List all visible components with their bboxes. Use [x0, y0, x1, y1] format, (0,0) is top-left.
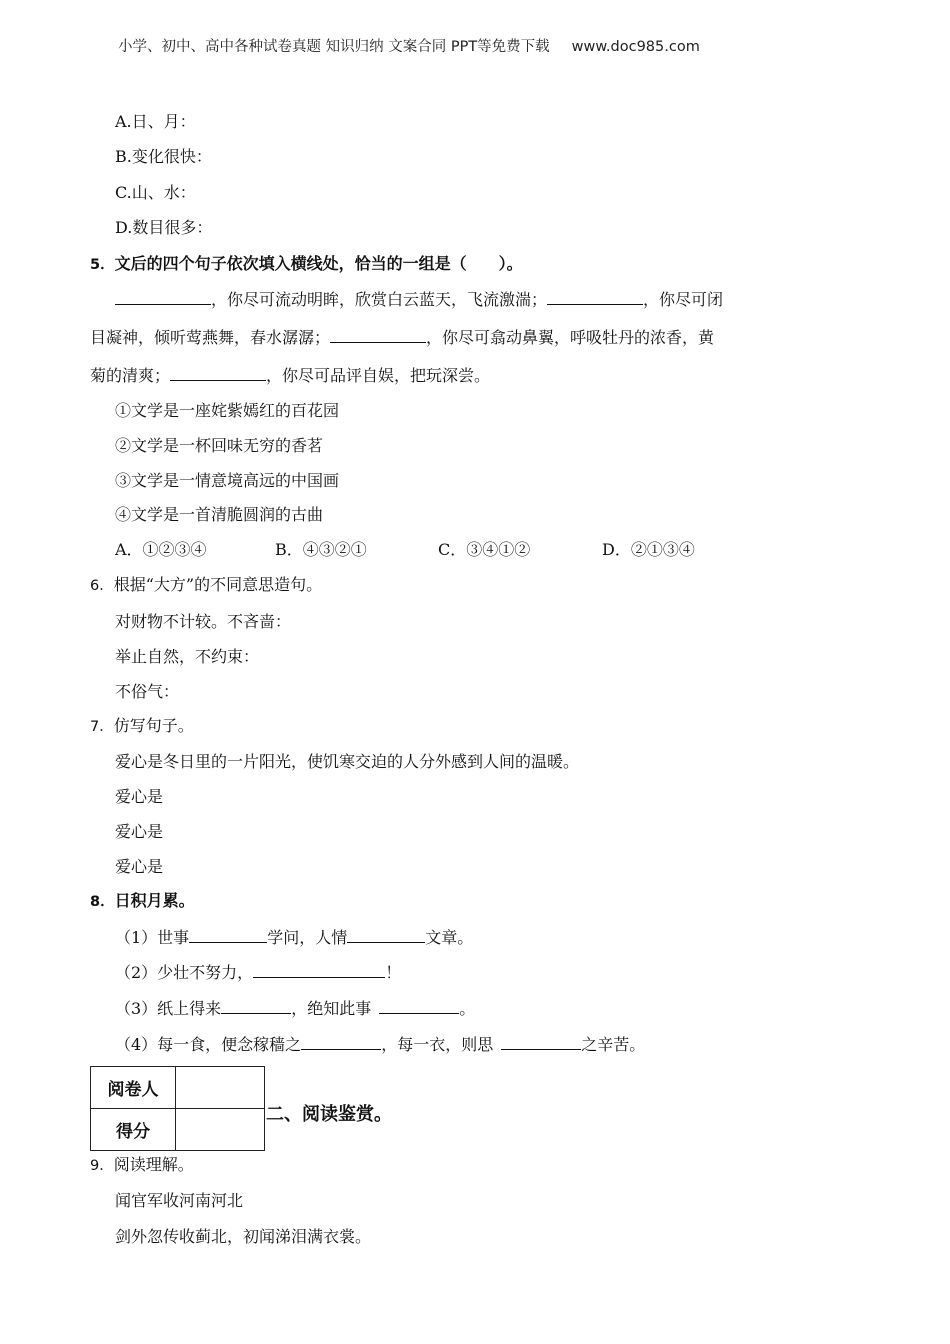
fill-blank[interactable] — [347, 926, 425, 943]
q4-option-a: A.日、月： — [115, 112, 196, 131]
q7-stem: 7．仿写句子。 — [90, 716, 194, 735]
q7-number: 7． — [90, 719, 114, 735]
q5-sentence-4: ④文学是一首清脆圆润的古曲 — [115, 505, 324, 524]
fill-blank[interactable] — [547, 288, 643, 305]
section-title: 二、阅读鉴赏。 — [266, 1104, 392, 1125]
q7-item-3: 爱心是 — [115, 857, 164, 876]
reviewer-label: 阅卷人 — [91, 1067, 176, 1109]
poem-title: 闻官军收河南河北 — [115, 1191, 244, 1210]
q5-sentence-3: ③文学是一情意境高远的中国画 — [115, 471, 340, 490]
header-url[interactable]: www.doc985.com — [571, 39, 700, 55]
score-cell[interactable] — [176, 1109, 265, 1151]
fill-blank[interactable] — [189, 926, 267, 943]
poem-line-1: 剑外忽传收蓟北，初闻涕泪满衣裳。 — [115, 1227, 372, 1246]
q5-choice-b[interactable]: B．④③②① — [275, 540, 367, 559]
q5-passage-line2: 目凝神，倾听莺燕舞，春水潺潺； ，你尽可翕动鼻翼，呼吸牡丹的浓香，黄 — [90, 328, 715, 347]
q9-stem: 9．阅读理解。 — [90, 1155, 194, 1174]
q6-item-3: 不俗气： — [115, 682, 180, 701]
fill-blank[interactable] — [379, 997, 459, 1014]
q8-item-2: （2）少壮不努力， ！ — [115, 963, 402, 982]
q5-choice-d[interactable]: D．②①③④ — [602, 540, 695, 559]
fill-blank[interactable] — [170, 364, 266, 381]
q6-number: 6． — [90, 578, 114, 594]
q4-option-d: D.数目很多： — [115, 218, 213, 237]
q7-example: 爱心是冬日里的一片阳光，使饥寒交迫的人分外感到人间的温暖。 — [115, 752, 580, 771]
q9-number: 9． — [90, 1158, 114, 1174]
score-table — [90, 1066, 265, 1151]
q5-passage-line3: 菊的清爽； ，你尽可品评自娱，把玩深尝。 — [90, 366, 491, 385]
q8-number: 8． — [90, 894, 115, 910]
q6-stem: 6．根据“大方”的不同意思造句。 — [90, 575, 323, 594]
fill-blank[interactable] — [115, 288, 211, 305]
q6-item-2: 举止自然，不约束： — [115, 647, 260, 666]
reviewer-cell[interactable] — [176, 1067, 265, 1109]
q5-sentence-2: ②文学是一杯回味无穷的香茗 — [115, 436, 324, 455]
score-label: 得分 — [91, 1109, 176, 1151]
fill-blank[interactable] — [253, 961, 385, 978]
q5-choice-c[interactable]: C．③④①② — [438, 540, 531, 559]
q5-sentence-1: ①文学是一座姹紫嫣红的百花园 — [115, 401, 340, 420]
q6-item-1: 对财物不计较。不吝啬： — [115, 612, 292, 631]
q4-option-c: C.山、水： — [115, 183, 196, 202]
q7-item-2: 爱心是 — [115, 822, 164, 841]
q8-stem: 8．日积月累。 — [90, 891, 195, 910]
q5-number: 5． — [90, 257, 115, 273]
q5-passage-line1: ，你尽可流动明眸，欣赏白云蓝天，飞流激湍； ，你尽可闭 — [115, 288, 723, 311]
fill-blank[interactable] — [330, 326, 426, 343]
fill-blank[interactable] — [501, 1033, 581, 1050]
q5-stem: 5．文后的四个句子依次填入横线处，恰当的一组是（ ）。 — [90, 254, 523, 273]
q8-item-4: （4）每一食，便念稼穑之 ，每一衣，则思 之辛苦。 — [115, 1035, 646, 1054]
q4-option-b: B.变化很快： — [115, 147, 212, 166]
header-text: 小学、初中、高中各种试卷真题 知识归纳 文案合同 PPT等免费下载 — [118, 39, 550, 55]
q5-choice-a[interactable]: A．①②③④ — [115, 540, 207, 559]
fill-blank[interactable] — [221, 997, 291, 1014]
q7-item-1: 爱心是 — [115, 787, 164, 806]
fill-blank[interactable] — [301, 1033, 381, 1050]
q8-item-1: （1）世事 学问，人情 文章。 — [115, 928, 474, 947]
q8-item-3: （3）纸上得来 ，绝知此事 。 — [115, 999, 476, 1018]
page-header — [118, 35, 700, 56]
